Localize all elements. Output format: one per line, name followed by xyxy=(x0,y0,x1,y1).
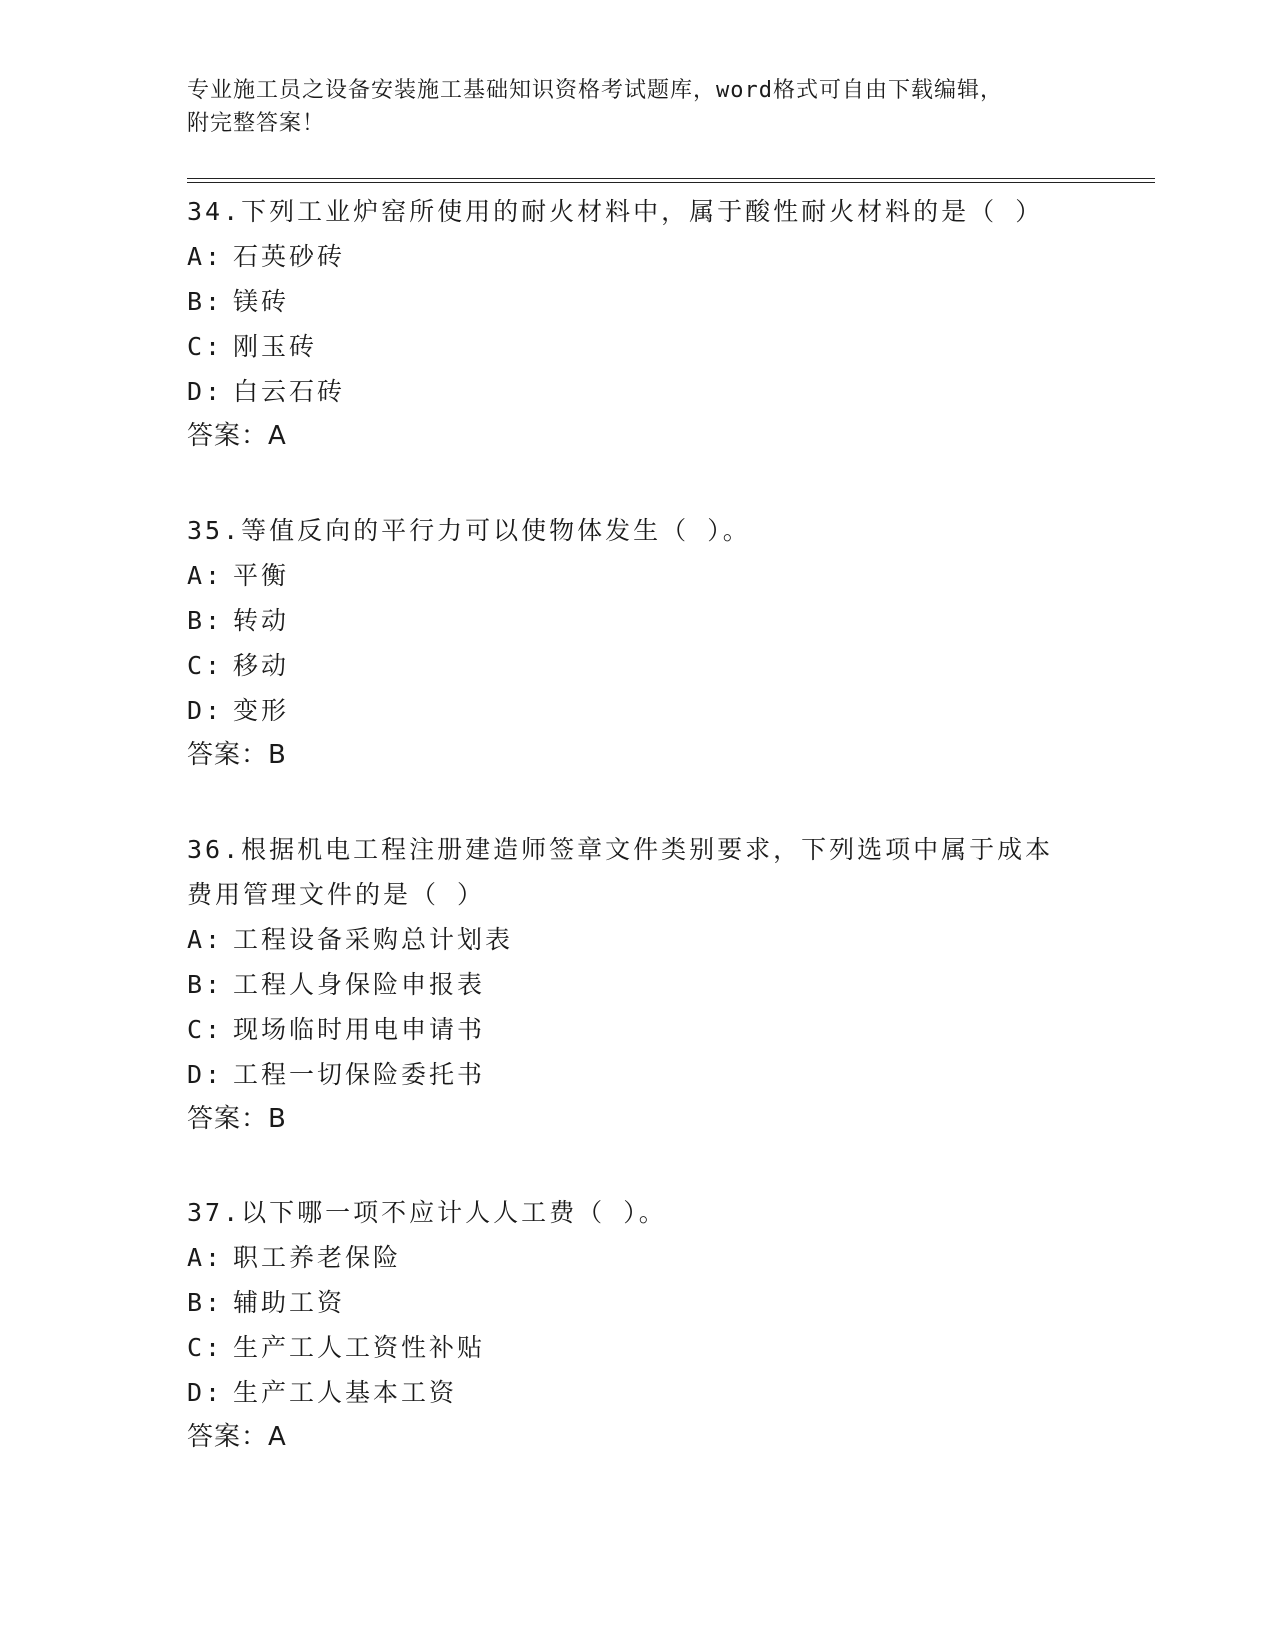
option-text: 石英砂砖 xyxy=(233,242,346,271)
question-stem: 37.以下哪一项不应计人人工费（ ）。 xyxy=(187,1198,667,1227)
option-b xyxy=(187,279,1087,324)
answer-line: 答案：B xyxy=(187,740,287,770)
option-text: 生产工人基本工资 xyxy=(233,1378,458,1407)
option-text: 白云石砖 xyxy=(233,377,346,406)
option-letter: B: xyxy=(187,287,224,316)
option-d xyxy=(187,1052,1087,1097)
question-34 xyxy=(187,189,1087,459)
option-letter: B: xyxy=(187,606,224,635)
option-text: 刚玉砖 xyxy=(233,332,318,361)
option-c xyxy=(187,643,1087,688)
option-text: 现场临时用电申请书 xyxy=(233,1015,486,1044)
option-letter: D: xyxy=(187,1060,224,1089)
option-d xyxy=(187,688,1087,733)
question-stem: 35.等值反向的平行力可以使物体发生（ ）。 xyxy=(187,516,751,545)
option-c xyxy=(187,1007,1087,1052)
option-d xyxy=(187,369,1087,414)
option-letter: C: xyxy=(187,651,224,680)
option-text: 移动 xyxy=(233,651,290,680)
option-text: 工程一切保险委托书 xyxy=(233,1060,486,1089)
option-letter: B: xyxy=(187,970,224,999)
question-36 xyxy=(187,827,1087,1142)
option-c xyxy=(187,1325,1087,1370)
answer-line: 答案：A xyxy=(187,421,287,451)
option-letter: D: xyxy=(187,377,224,406)
option-text: 职工养老保险 xyxy=(233,1243,402,1272)
option-c xyxy=(187,324,1087,369)
question-stem-line-1: 36.根据机电工程注册建造师签章文件类别要求，下列选项中属于成本 xyxy=(187,835,1054,864)
question-37 xyxy=(187,1190,1087,1460)
option-letter: C: xyxy=(187,1333,224,1362)
document-header xyxy=(187,74,1087,140)
question-stem: 34.下列工业炉窑所使用的耐火材料中，属于酸性耐火材料的是（ ） xyxy=(187,197,1044,226)
option-a xyxy=(187,553,1087,598)
option-letter: A: xyxy=(187,561,224,590)
header-line-2: 附完整答案！ xyxy=(187,111,326,136)
option-text: 镁砖 xyxy=(233,287,290,316)
question-stem-line-2: 费用管理文件的是（ ） xyxy=(187,880,486,909)
option-b xyxy=(187,1280,1087,1325)
header-line-1: 专业施工员之设备安装施工基础知识资格考试题库，word格式可自由下载编辑， xyxy=(187,78,1003,103)
question-35 xyxy=(187,508,1087,778)
option-letter: C: xyxy=(187,1015,224,1044)
option-d xyxy=(187,1370,1087,1415)
option-a xyxy=(187,917,1087,962)
option-a xyxy=(187,1235,1087,1280)
answer-line: 答案：A xyxy=(187,1422,287,1452)
option-b xyxy=(187,962,1087,1007)
option-text: 工程人身保险申报表 xyxy=(233,970,486,999)
option-letter: A: xyxy=(187,242,224,271)
option-text: 生产工人工资性补贴 xyxy=(233,1333,486,1362)
option-letter: D: xyxy=(187,1378,224,1407)
option-letter: C: xyxy=(187,332,224,361)
option-text: 工程设备采购总计划表 xyxy=(233,925,514,954)
option-letter: A: xyxy=(187,925,224,954)
option-text: 平衡 xyxy=(233,561,290,590)
option-text: 转动 xyxy=(233,606,290,635)
header-double-rule xyxy=(187,178,1155,183)
option-text: 变形 xyxy=(233,696,290,725)
option-letter: D: xyxy=(187,696,224,725)
option-a xyxy=(187,234,1087,279)
answer-line: 答案：B xyxy=(187,1104,287,1134)
option-letter: B: xyxy=(187,1288,224,1317)
option-letter: A: xyxy=(187,1243,224,1272)
option-b xyxy=(187,598,1087,643)
option-text: 辅助工资 xyxy=(233,1288,346,1317)
